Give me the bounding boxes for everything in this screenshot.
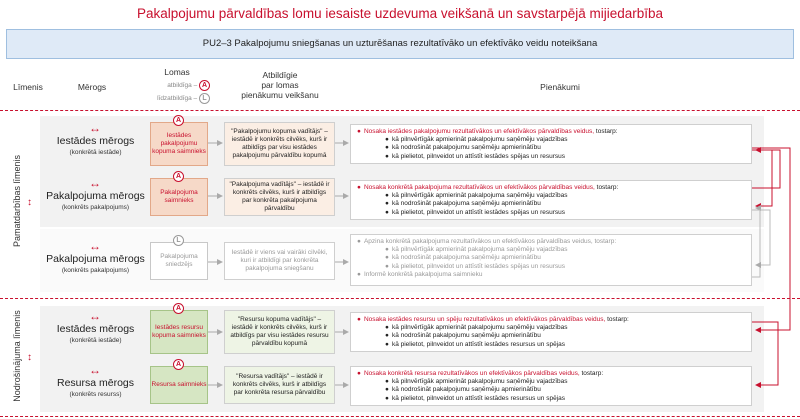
- legend-atbildiga: atbildīga – A: [140, 80, 210, 91]
- coresponsible-badge-icon: L: [199, 93, 210, 104]
- row3-scope-arrow-icon: ↔: [89, 239, 101, 253]
- connector-1-2: [752, 150, 772, 206]
- row4-scope-name: Iestādes mērogs: [56, 323, 135, 335]
- header-lomas: Lomas: [164, 67, 190, 77]
- row3-duty-box: ● Apzina konkrētā pakalpojuma rezultatīvākos un efektīvākos pārvaldības veidus, tostarp: ● kā pilnvērtīgāk apmierināt pakalpojuma saņēmēju vajadzības ● kā nodrošināt pakalpojuma saņēmēju apmierinātību ● kā pielietot, pilnveidot un attīstīt iestādes spējas un resursus ● Informē konkrētā pakalpojuma saimnieku: [350, 234, 752, 286]
- connector-4-5: [752, 322, 778, 385]
- row3-scope-sub: (konkrēts pakalpojums): [61, 267, 130, 274]
- row3-scope-name: Pakalpojuma mērogs: [46, 253, 145, 265]
- row2-resp-box: "Pakalpojuma vadītājs" – iestādē ir konkrēts cilvēks, kurš ir atbildīgs par konkrēta pakalpojuma pārvaldību: [224, 178, 335, 216]
- row4-duty-box: ● Nosaka iestādes resursu un spēju rezultatīvākos un efektīvākos pārvaldības veidus, tostarp: ● kā pilnvērtīgāk apmierināt pakalpojumu saņēmēju vajadzības ● kā nodrošināt pakalpojumu saņēmēju apmierinātību ● kā pielietot, pilnveidot un attīstīt iestādes resursus un spējas: [350, 312, 752, 352]
- level-nodros-arrow-icon: ↕: [27, 352, 32, 363]
- connector-3-2: [752, 208, 760, 277]
- row5-resp-box: "Resursa vadītājs" – iestādē ir konkrēts cilvēks, kurš ir atbildīgs par konkrēta resursa pārvaldību: [224, 366, 335, 404]
- level-nodros-label: Nodrošinājuma līmenis: [12, 310, 22, 402]
- row5-duty-box: ● Nosaka konkrētā resursa rezultatīvākos un efektīvākos pārvaldības veidus, tostarp: ● kā pilnvērtīgāk apmierināt pakalpojumu saņēmēju vajadzības ● kā nodrošināt pakalpojumu saņēmēju apmierinātību ● kā pielietot, pilnveidot un attīstīt iestādes resursus un spējas: [350, 366, 752, 406]
- row1-duty-box: ● Nosaka iestādes pakalpojumu rezultatīvākos un efektīvākos pārvaldības veidus, tostarp: ● kā pilnvērtīgāk apmierināt pakalpojumu saņēmēju vajadzības ● kā nodrošināt pakalpojumu saņēmēju apmierinātību ● kā pielietot, pilnveidot un attīstīt iestādes spējas un resursus: [350, 124, 752, 164]
- header-merogs: Mērogs: [77, 82, 107, 92]
- header-atbildigie: Atbildīgie par lomas pienākumu veikšanu: [241, 70, 319, 100]
- row2-scope-arrow-icon: ↔: [89, 176, 101, 190]
- level-pamat-label: Pamatdarbības līmenis: [12, 154, 22, 248]
- row3-resp-box: Iestādē ir viens vai vairāki cilvēki, kuri ir atbildīgi par konkrēta pakalpojuma sniegšanu: [224, 242, 335, 280]
- row2-duty-box: ● Nosaka konkrētā pakalpojuma rezultatīvākos un efektīvākos pārvaldības veidus, tostarp: ● kā pilnvērtīgāk apmierināt pakalpojuma saņēmēju vajadzības ● kā nodrošināt pakalpojuma saņēmēju apmierinātību ● kā pielietot, pilnveidot un attīstīt iestādes spējas un resursus: [350, 180, 752, 220]
- row4-resp-box: "Resursu kopuma vadītājs" – iestādē ir konkrēts cilvēks, kurš ir atbildīgs par visu iestādes resursu pārvaldību kopumā: [224, 310, 335, 354]
- header-pienakumi: Pienākumi: [540, 82, 580, 92]
- row2-role-box: Pakalpojuma saimnieks: [150, 178, 208, 216]
- row3-coresponsible-badge-icon: L: [173, 235, 184, 246]
- row5-scope-arrow-icon: ↔: [89, 363, 101, 377]
- row4-role-box: Iestādes resursu kopuma saimnieks: [150, 310, 208, 354]
- level-pamat-arrow-icon: ↕: [27, 197, 32, 208]
- connector-2-1: [752, 150, 780, 188]
- connector-1-4: [752, 148, 790, 330]
- row1-scope-arrow-icon: ↔: [89, 121, 101, 135]
- row3-role-box: Pakalpojuma sniedzējs: [150, 242, 208, 280]
- task-banner: PU2–3 Pakalpojumu sniegšanas un uzturēšanas rezultatīvāko un efektīvāko veidu noteikšana: [6, 29, 794, 59]
- row2-scope-sub: (konkrēts pakalpojums): [61, 204, 130, 211]
- row1-scope-sub: (konkrētā iestāde): [69, 149, 122, 156]
- row5-scope-name: Resursa mērogs: [56, 377, 135, 389]
- row5-responsible-badge-icon: A: [173, 359, 184, 370]
- row5-role-box: Resursa saimnieks: [150, 366, 208, 404]
- row1-resp-box: "Pakalpojumu kopuma vadītājs" – iestādē ir konkrēts cilvēks, kurš ir atbildīgs par visu iestādes pakalpojumu pārvaldību kopumā: [224, 122, 335, 166]
- row4-responsible-badge-icon: A: [173, 303, 184, 314]
- connector-2-3: [752, 210, 770, 265]
- row2-responsible-badge-icon: A: [173, 171, 184, 182]
- row1-scope-name: Iestādes mērogs: [56, 135, 135, 147]
- diagram-title: Pakalpojumu pārvaldības lomu iesaiste uzdevuma veikšanā un savstarpējā mijiedarbība: [136, 6, 664, 21]
- row1-responsible-badge-icon: A: [173, 115, 184, 126]
- responsible-badge-icon: A: [199, 80, 210, 91]
- row4-scope-arrow-icon: ↔: [89, 309, 101, 323]
- row2-scope-name: Pakalpojuma mērogs: [46, 190, 145, 202]
- row1-role-box: Iestādes pakalpojumu kopuma saimnieks: [150, 122, 208, 166]
- header-limenis: Līmenis: [13, 82, 43, 92]
- row4-scope-sub: (konkrētā iestāde): [69, 337, 122, 344]
- row5-scope-sub: (konkrēts resurss): [69, 391, 122, 398]
- legend-lidzatbildiga: līdzatbildīga – L: [130, 93, 210, 104]
